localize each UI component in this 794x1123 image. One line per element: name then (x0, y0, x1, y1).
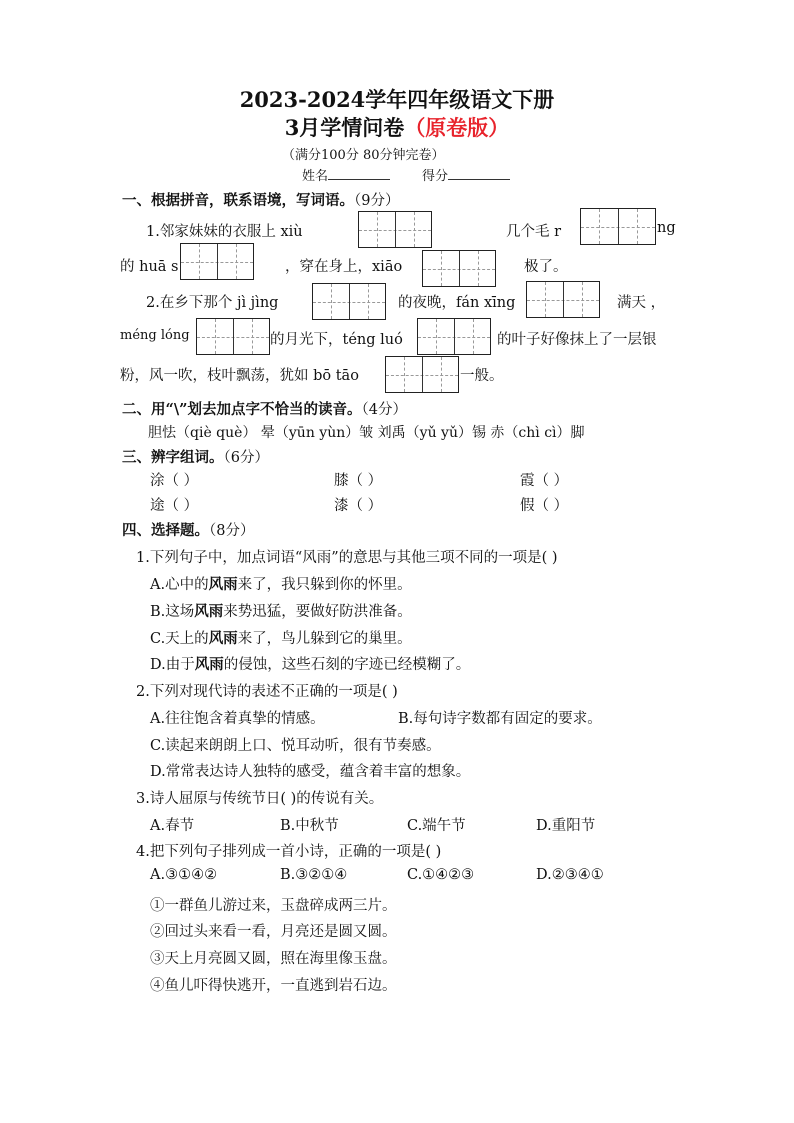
exam-meta: （满分100分 80分钟完卷） (282, 148, 445, 163)
score-field[interactable] (422, 165, 510, 184)
s4-q1-option-a[interactable]: A.心中的风雨来了，我只躲到你的怀里。 (150, 576, 412, 593)
s1-q2-text-f: 的叶子好像抹上了一层银 (497, 332, 657, 348)
s1-q2-text-e: 的月光下，téng luó (270, 332, 403, 348)
s1-q1-text-e: ，穿在身上，xiāo (285, 259, 403, 275)
s4-q1-stem: 1.下列句子中，加点词语“风雨”的意思与其他三项不同的一项是( ) (136, 550, 558, 566)
poem-line: ③天上月亮圆又圆，照在海里像玉盘。 (150, 951, 397, 967)
word-item[interactable]: 霞（ ） (520, 473, 569, 489)
answer-box-fanxing[interactable] (526, 281, 600, 318)
s4-q3-option-c[interactable]: C.端午节 (407, 818, 466, 834)
s4-q3-stem: 3.诗人屈原与传统节日( )的传说有关。 (136, 791, 384, 807)
s1-q2-text-d: méng lóng (120, 328, 190, 343)
section2-heading: 二、用“\”划去加点字不恰当的读音。（4分） (122, 401, 407, 418)
s1-q1-text-c: ng (657, 220, 676, 236)
s4-q3-option-b[interactable]: B.中秋节 (280, 818, 339, 834)
word-item[interactable]: 漆（ ） (334, 498, 383, 514)
s4-q4-option-d[interactable]: D.②③④① (536, 867, 604, 883)
section1-heading: 一、根据拼音，联系语境，写词语。（9分） (122, 192, 400, 209)
answer-box-menglong[interactable] (196, 318, 270, 355)
poem-line: ④鱼儿吓得快逃开，一直逃到岩石边。 (150, 978, 397, 994)
s4-q1-option-b[interactable]: B.这场风雨来势迅猛，要做好防洪准备。 (150, 603, 412, 620)
word-item[interactable]: 途（ ） (150, 498, 199, 514)
poem-line: ②回过头来看一看，月亮还是圆又圆。 (150, 924, 397, 940)
poem-line: ①一群鱼儿游过来，玉盘碎成两三片。 (150, 898, 397, 914)
s1-q2-text-b: 的夜晚，fán xīng (398, 295, 516, 311)
answer-box-huashan[interactable] (180, 243, 254, 280)
s1-q2-text-c: 满天 ， (617, 295, 666, 311)
s1-q2-text-a: 2.在乡下那个 jì jìng (146, 295, 279, 311)
s4-q3-option-a[interactable]: A.春节 (150, 818, 195, 834)
s4-q2-option-c[interactable]: C.读起来朗朗上口、悦耳动听，很有节奏感。 (150, 738, 441, 754)
word-item[interactable]: 涂（ ） (150, 473, 199, 489)
s4-q4-option-b[interactable]: B.③②①④ (280, 867, 348, 883)
name-label: 姓名 (302, 169, 329, 184)
answer-box-xiu[interactable] (358, 211, 432, 248)
s1-q1-text-a: 1.邻家妹妹的衣服上 xiù (146, 224, 303, 240)
answer-box-jijing[interactable] (312, 283, 386, 320)
s1-q1-text-f: 极了。 (524, 259, 568, 275)
word-item[interactable]: 膝（ ） (334, 473, 383, 489)
section3-heading: 三、辨字组词。（6分） (122, 449, 269, 466)
s4-q2-option-b[interactable]: B.每句诗字数都有固定的要求。 (398, 711, 602, 727)
s4-q4-option-a[interactable]: A.③①④② (150, 867, 218, 883)
name-field[interactable] (302, 165, 390, 184)
s1-q2-text-g: 粉，风一吹，枝叶飘荡，犹如 bō tāo (120, 368, 359, 384)
s4-q2-option-d[interactable]: D.常常表达诗人独特的感受，蕴含着丰富的想象。 (150, 764, 471, 780)
s4-q1-option-c[interactable]: C.天上的风雨来了，鸟儿躲到它的巢里。 (150, 630, 412, 647)
subtitle-version: （原卷版） (404, 115, 510, 140)
s4-q1-option-d[interactable]: D.由于风雨的侵蚀，这些石刻的字迹已经模糊了。 (150, 656, 471, 673)
page-title: 2023-2024学年四年级语文下册 (239, 87, 555, 112)
word-item[interactable]: 假（ ） (520, 498, 569, 514)
s4-q4-stem: 4.把下列句子排列成一首小诗，正确的一项是( ) (136, 844, 442, 860)
answer-box-tengluo[interactable] (417, 318, 491, 355)
score-label: 得分 (422, 169, 449, 184)
s4-q2-option-a[interactable]: A.往往饱含着真挚的情感。 (150, 711, 325, 727)
section4-heading: 四、选择题。（8分） (122, 522, 255, 539)
s1-q1-text-b: 几个毛 r (506, 224, 562, 240)
s4-q2-stem: 2.下列对现代诗的表述不正确的一项是( ) (136, 684, 398, 700)
answer-box-botao[interactable] (385, 356, 459, 393)
s4-q4-option-c[interactable]: C.①④②③ (407, 867, 475, 883)
answer-box-rong[interactable] (580, 208, 656, 245)
s4-q3-option-d[interactable]: D.重阳节 (536, 818, 596, 834)
pronunciation-line: 胆怯（qiè què） 晕（yūn yùn）皱 刘禹（yǔ yǔ）锡 赤（chì cì）脚 (148, 425, 585, 441)
s1-q2-text-h: 一般。 (460, 368, 504, 384)
page-subtitle (0, 112, 794, 142)
subtitle-main: 3月学情问卷 (284, 115, 405, 140)
s1-q1-text-d: 的 huā s (120, 259, 179, 275)
answer-box-xiaosa[interactable] (422, 250, 496, 287)
